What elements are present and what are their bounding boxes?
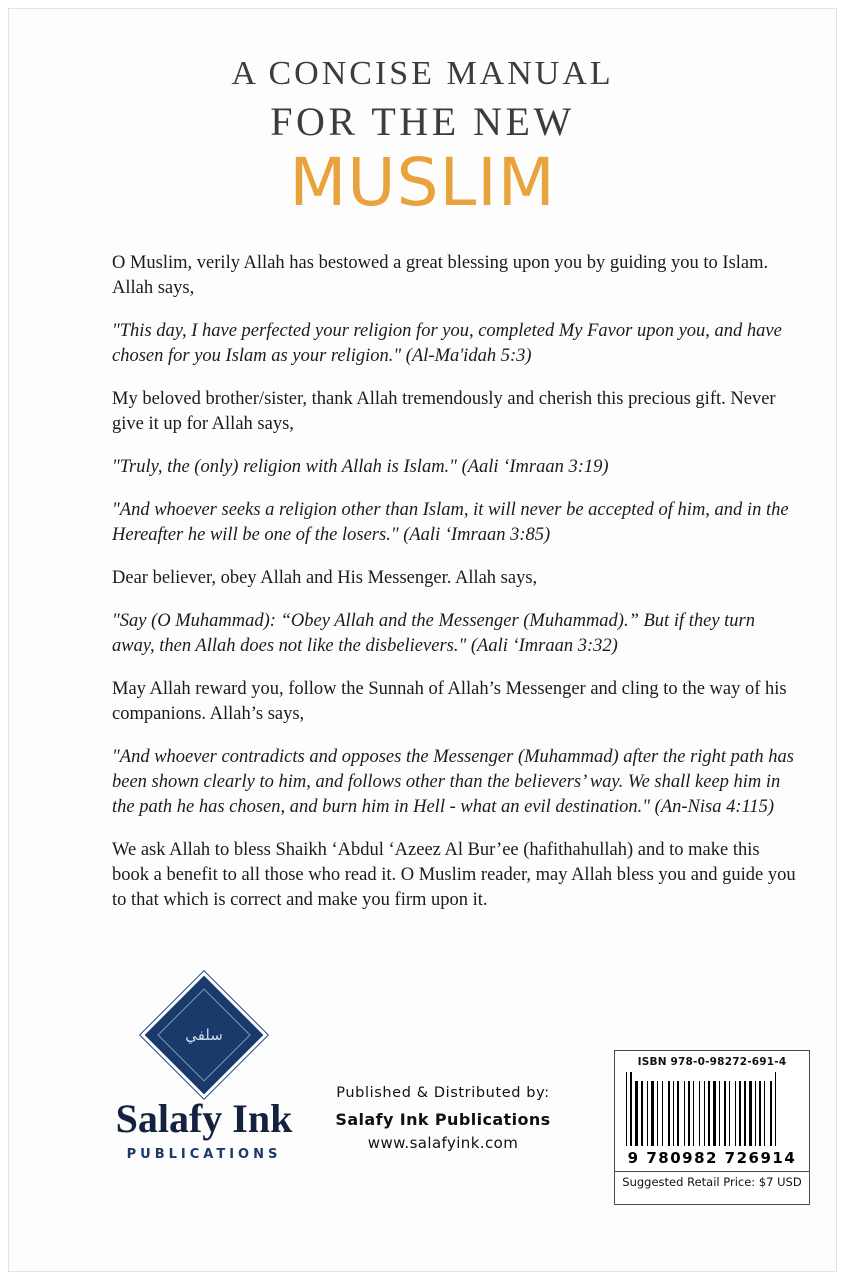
paragraph: We ask Allah to bless Shaikh ‘Abdul ‘Azeez Al Bur’ee (hafithahullah) and to make this book a benefit to all those who read it. O Muslim reader, may Allah bless you and guide you to that which is correct and make you firm upon it.	[112, 840, 796, 910]
barcode-block	[614, 1050, 810, 1205]
arabic-calligraphy-text: سلفي	[185, 1026, 223, 1044]
publisher-logo	[104, 993, 304, 1162]
quote-paragraph: "And whoever contradicts and opposes the Messenger (Muhammad) after the right path has been shown clearly to him, and follows other than the believers’ way. We shall keep him in the path he has chosen, and burn him in Hell - what an evil destination." (An-Nisa 4:115)	[112, 747, 794, 817]
quote-paragraph: "This day, I have perfected your religion for you, completed My Favor upon you, and have chosen for you Islam as your religion." (Al-Ma'idah 5:3)	[112, 321, 782, 366]
retail-price: Suggested Retail Price: $7 USD	[615, 1171, 809, 1189]
diamond-logo-icon	[145, 976, 264, 1095]
publisher-website: www.salafyink.com	[367, 1134, 519, 1152]
title-line-1: A CONCISE MANUAL	[231, 55, 614, 92]
quote-paragraph: "Truly, the (only) religion with Allah is Islam." (Aali ‘Imraan 3:19)	[112, 457, 609, 477]
publisher-name-subtitle: PUBLICATIONS	[126, 1147, 282, 1162]
barcode-bars-icon	[626, 1072, 798, 1146]
paragraph: O Muslim, verily Allah has bestowed a great blessing upon you by guiding you to Islam. Allah says,	[112, 253, 769, 298]
isbn-text: ISBN 978-0-98272-691-4	[637, 1056, 787, 1068]
title-line-2: FOR THE NEW	[270, 99, 575, 144]
barcode-digits: 9 780982 726914	[627, 1149, 797, 1167]
quote-paragraph: "And whoever seeks a religion other than Islam, it will never be accepted of him, and in the Hereafter he will be one of the losers." (Aali ‘Imraan 3:85)	[112, 500, 789, 545]
title-line-3: MUSLIM	[289, 144, 556, 221]
publisher-name: Salafy Ink	[115, 1096, 293, 1141]
publisher-company: Salafy Ink Publications	[335, 1110, 551, 1129]
back-cover-body	[112, 251, 796, 931]
cover-surface	[8, 8, 837, 1272]
paragraph: Dear believer, obey Allah and His Messenger. Allah says,	[112, 568, 538, 588]
paragraph: My beloved brother/sister, thank Allah tremendously and cherish this precious gift. Never give it up for Allah says,	[112, 389, 776, 434]
publisher-info	[308, 1085, 578, 1152]
cover-title	[8, 54, 837, 221]
quote-paragraph: "Say (O Muhammad): “Obey Allah and the Messenger (Muhammad).” But if they turn away, then Allah does not like the disbelievers." (Aali ‘Imraan 3:32)	[112, 611, 756, 656]
published-by-label: Published & Distributed by:	[336, 1085, 550, 1101]
paragraph: May Allah reward you, follow the Sunnah of Allah’s Messenger and cling to the way of his companions. Allah’s says,	[112, 679, 787, 724]
